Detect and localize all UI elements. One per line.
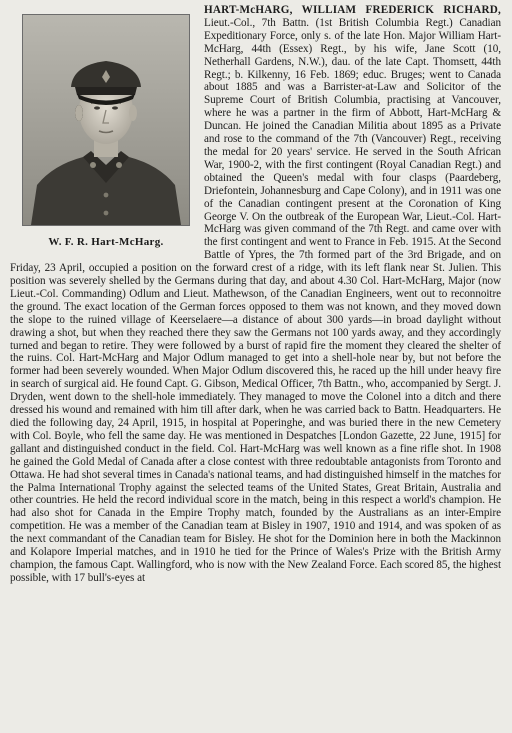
entry-body: Lieut.-Col., 7th Battn. (1st British Columbia Regt.) Canadian Expeditionary Force, only s. of the late Hon. Major William Hart-McHarg, 44th (Essex) Regt., by his wife, Jane Scott (10, Netherhall Gardens, N.W.), dau. of the late Capt. Thomsett, 44th Regt.; b. Kilkenny, 16 Feb. 1869; educ. Bruges; went to Canada about 1885 and was a Barrister-at-Law and Solicitor of the Supreme Court of British Columbia, practising at Vancouver, where he was a partner in the firm of Abbott, Hart-McHarg & Duncan. He joined the Canadian Militia about 1895 as a Private and rose to the command of the 7th (Vancouver) Regt., receiving the medal for 20 years' service. He served in the South African War, 1900-2, with the first contingent (Royal Canadian Regt.) and obtained the Queen's medal with four clasps (Paardeberg, Driefontein, Johannesburg and Cape Colony), and in 1911 was one of the Canadian contingent present at the Coronation of King George V. On the outbreak of the European War, Lieut.-Col. Hart-McHarg was given command of the 7th Regt. and came over with the first contingent and went to France in Feb. 1915. At the Second Battle of Ypres, the 7th formed part of the 3rd Brigade, and on Friday, 23 April, occupied a position on the forward crest of a ridge, with its left flank near St. Julien. This position was severely shelled by the Germans during that day, and about 4.30 Col. Hart-McHarg, Major (now Lieut.-Col. Commanding) Odlum and Lieut. Mathewson, of the Canadian Engineers, went out to reconnoitre the ground. The exact location of the German forces opposed to them was not known, and they moved down the slope to the ruined village of Keerselaere—a distance of about 300 yards—in broad daylight without drawing a shot, but when they reached there they saw the Germans not 100 yards away, and they accordingly turned and began to retire. They were followed by a burst of rapid fire the moment they cleared the shelter of the ruins. Col. Hart-McHarg and Major Odlum managed to get into a shell-hole near by, but not before the former had been severely wounded. When Major Odlum discovered this, he raced up the hill under heavy fire in search of surgical aid. He found Capt. G. Gibson, Medical Officer, 7th Battn., who, accompanied by Sergt. J. Dryden, went down to the shell-hole immediately. They managed to move the Colonel into a ditch and there dressed his wound and remained with him till after dark, when he was carried back to Battn. Headquarters. He died the following day, 24 April, 1915, in hospital at Poperinghe, and was buried there in the new Cemetery with Col. Boyle, who fell the same day. He was mentioned in Despatches [London Gazette, 22 June, 1915] for gallant and distinguished conduct in the field. Col. Hart-McHarg was well known as a fine rifle shot. In 1908 he gained the Gold Medal of Canada after a close contest with three redoubtable antagonists from Toronto and Ottawa. He had shot several times in Canada's national teams, and had distinguished himself in the matches for the Palma International Trophy against the selected teams of the United States, Great Britain, Australia and other countries. He held the record individual score in the match, being in this respect a world's champion. He had also shot for Canada in the Empire Trophy match, founded by the Australians as an inter-Empire competition. He was a member of the Canadian team at Bisley in 1907, 1910 and 1914, and was spoken of as the next commandant of the Canadian team for Bisley. He shot for the Dominion here in both the Mackinnon and Kolapore Imperial matches, and in 1910 he tied for the Prince of Wales's Prize with the British Army champion, the famous Capt. Wallingford, who is now with the New Zealand Force. Each scored 85, the highest possible, with 17 bull's-eyes at xyxy=(10,16,501,584)
portrait-caption: W. F. R. Hart-McHarg. xyxy=(48,236,164,248)
officer-portrait-image xyxy=(23,15,189,225)
entry-name: HART-McHARG, WILLIAM FREDERICK RICHARD, xyxy=(204,4,501,16)
portrait-photo xyxy=(22,14,190,226)
portrait-figure xyxy=(20,14,192,248)
